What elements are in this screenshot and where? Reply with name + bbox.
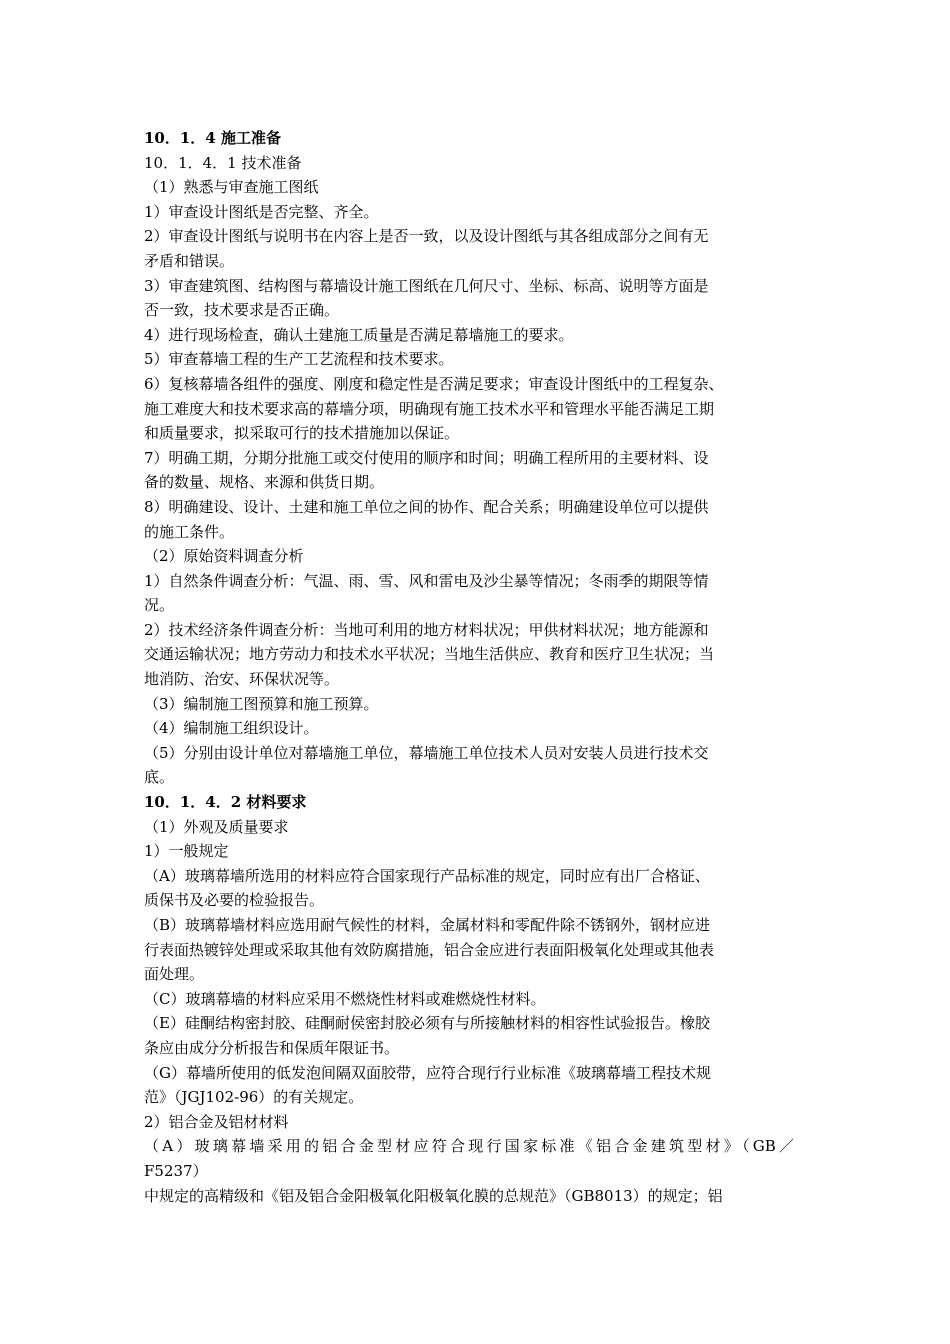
text-line: （1）外观及质量要求	[144, 817, 289, 836]
text-line: （A）玻璃幕墙采用的铝合金型材应符合现行国家标准《铝合金建筑型材》（GB／	[144, 1137, 794, 1156]
text-line: （A）玻璃幕墙所选用的材料应符合国家现行产品标准的规定，同时应有出厂合格证、	[144, 866, 710, 885]
text-line: （2）原始资料调查分析	[144, 547, 304, 566]
text-line: （4）编制施工组织设计。	[144, 719, 319, 738]
text-line: 10．1．4．1 技术准备	[144, 153, 302, 172]
text-line: 2）审查设计图纸与说明书在内容上是否一致，以及设计图纸与其各组成部分之间有无	[144, 227, 709, 246]
text-line: （5）分别由设计单位对幕墙施工单位，幕墙施工单位技术人员对安装人员进行技术交	[144, 743, 709, 762]
text-line: 施工难度大和技术要求高的幕墙分项，明确现有施工技术水平和管理水平能否满足工期	[144, 399, 715, 418]
text-line: 矛盾和错误。	[144, 251, 235, 270]
text-line: （C）玻璃幕墙的材料应采用不燃烧性材料或难燃烧性材料。	[144, 989, 546, 1008]
text-line: （3）编制施工图预算和施工预算。	[144, 694, 379, 713]
text-line: （E）硅酮结构密封胶、硅酮耐侯密封胶必须有与所接触材料的相容性试验报告。橡胶	[144, 1014, 710, 1033]
text-line: 5）审查幕墙工程的生产工艺流程和技术要求。	[144, 350, 454, 369]
text-line: F5237）	[144, 1161, 208, 1180]
text-line: 6）复核幕墙各组件的强度、刚度和稳定性是否满足要求；审查设计图纸中的工程复杂、	[144, 374, 724, 393]
text-line: 质保书及必要的检验报告。	[144, 891, 325, 910]
text-line: 面处理。	[144, 965, 205, 984]
text-line: 地消防、治安、环保状况等。	[144, 670, 340, 689]
text-line: 的施工条件。	[144, 522, 235, 541]
text-line: 1）自然条件调查分析：气温、雨、雪、风和雷电及沙尘暴等情况；冬雨季的期限等情	[144, 571, 709, 590]
text-line: 8）明确建设、设计、土建和施工单位之间的协作、配合关系；明确建设单位可以提供	[144, 497, 709, 516]
text-line: 和质量要求，拟采取可行的技术措施加以保证。	[144, 424, 460, 443]
text-line: 1）审查设计图纸是否完整、齐全。	[144, 202, 379, 221]
section-heading: 10．1．4 施工准备	[144, 129, 281, 147]
text-line: 2）铝合金及铝材材料	[144, 1112, 289, 1131]
text-line: 7）明确工期，分期分批施工或交付使用的顺序和时间；明确工程所用的主要材料、设	[144, 448, 709, 467]
text-line: 底。	[144, 768, 175, 787]
text-line: 中规定的高精级和《铝及铝合金阳极氧化阳极氧化膜的总规范》（GB8013）的规定；铝	[144, 1186, 723, 1205]
text-line: 4）进行现场检查，确认土建施工质量是否满足幕墙施工的要求。	[144, 325, 574, 344]
text-line: 行表面热镀锌处理或采取其他有效防腐措施，铝合金应进行表面阳极氧化处理或其他表	[144, 940, 715, 959]
text-line: （B）玻璃幕墙材料应选用耐气候性的材料，金属材料和零配件除不锈钢外，钢材应进	[144, 916, 711, 934]
text-line: 交通运输状况；地方劳动力和技术水平状况；当地生活供应、教育和医疗卫生状况；当	[144, 645, 715, 664]
text-line: 条应由成分分析报告和保质年限证书。	[144, 1038, 400, 1057]
document-page	[144, 126, 794, 1208]
text-line: （1）熟悉与审查施工图纸	[144, 178, 319, 197]
text-line: 况。	[144, 596, 175, 615]
text-line: 2）技术经济条件调查分析：当地可利用的地方材料状况；甲供材料状况；地方能源和	[144, 620, 709, 639]
text-line: 3）审查建筑图、结构图与幕墙设计施工图纸在几何尺寸、坐标、标高、说明等方面是	[144, 276, 709, 295]
section-heading: 10．1．4．2 材料要求	[144, 793, 307, 812]
text-line: （G）幕墙所使用的低发泡间隔双面胶带，应符合现行行业标准《玻璃幕墙工程技术规	[144, 1063, 711, 1082]
text-line: 1）一般规定	[144, 842, 229, 861]
text-line: 否一致，技术要求是否正确。	[144, 301, 340, 320]
text-line: 备的数量、规格、来源和供货日期。	[144, 473, 385, 492]
text-line: 范》（JGJ102-96）的有关规定。	[144, 1088, 364, 1107]
